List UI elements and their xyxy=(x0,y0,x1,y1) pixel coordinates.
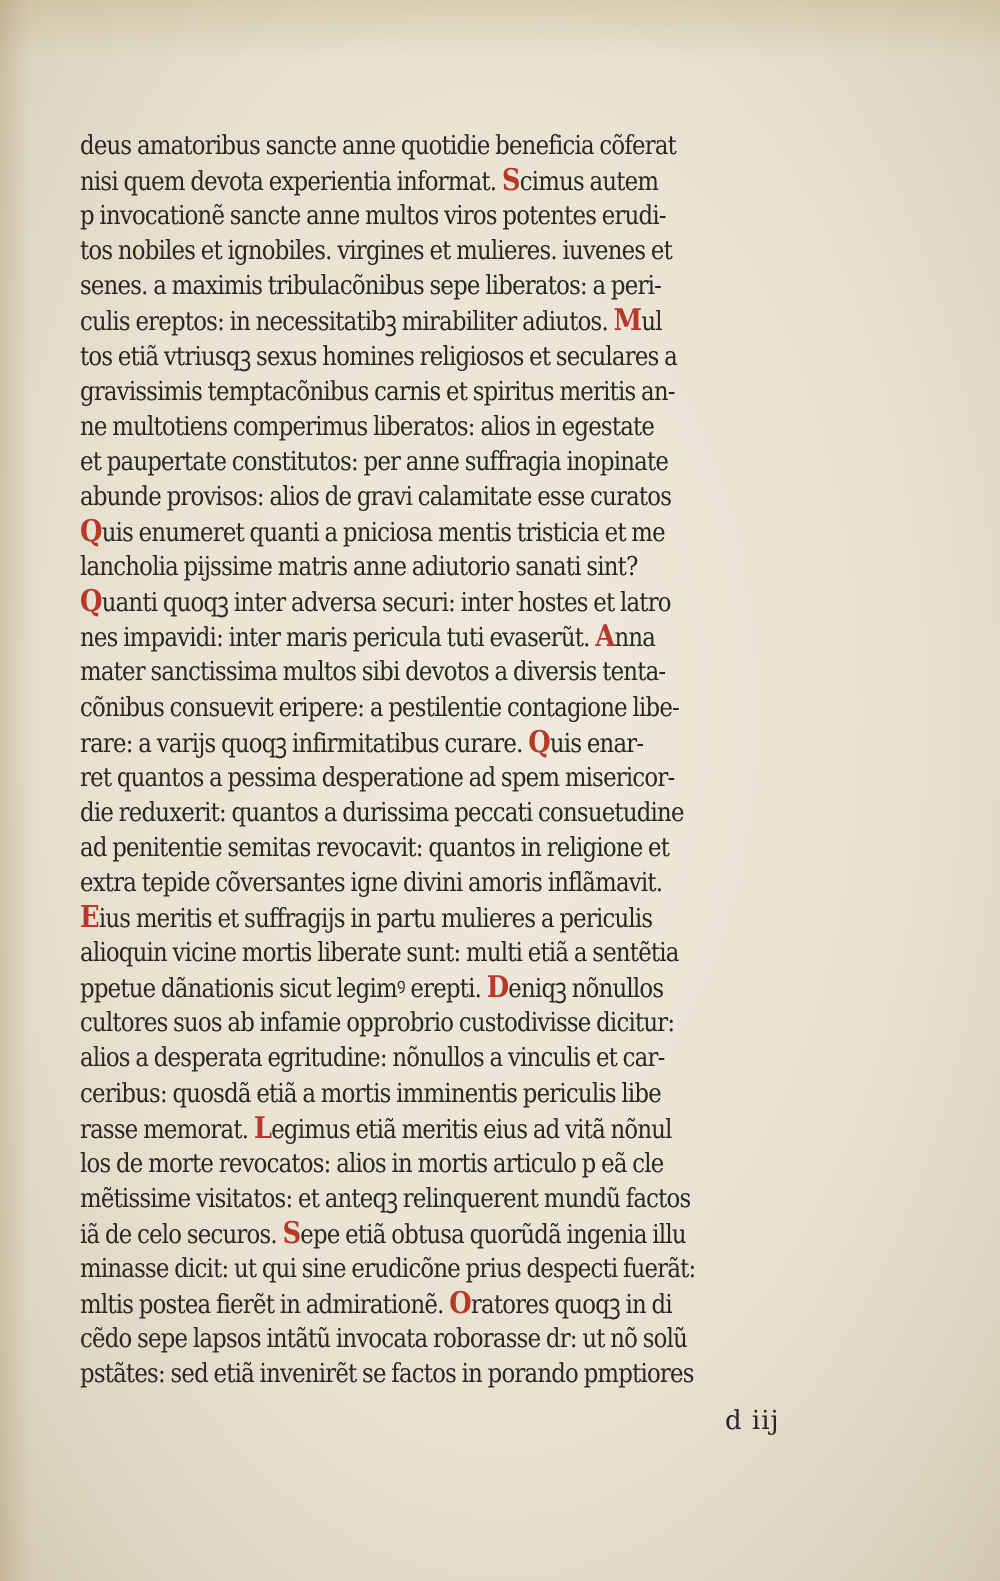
text-segment: ul xyxy=(641,306,662,338)
rubricated-initial: M xyxy=(613,303,642,339)
text-line xyxy=(80,1111,734,1146)
text-line xyxy=(80,303,734,338)
text-line xyxy=(80,1040,734,1075)
text-line xyxy=(80,1321,734,1356)
text-line xyxy=(80,584,734,619)
text-segment: deus amatoribus sancte anne quotidie beneficia cõferat xyxy=(80,130,677,161)
rubricated-initial: O xyxy=(449,1286,471,1322)
text-segment: senes. a maximis tribulacõnibus sepe liberatos: a peri‑ xyxy=(80,270,662,302)
text-segment: die reduxerit: quantos a durissima peccati consuetudine xyxy=(80,796,684,828)
rubricated-initial: S xyxy=(282,1215,301,1251)
text-segment: ne multotiens comperimus liberatos: alios in egestate xyxy=(80,410,655,442)
text-segment: los de morte revocatos: alios in mortis articulo p eã cle xyxy=(80,1147,664,1179)
text-segment: et paupertate constitutos: per anne suffragia inopinate xyxy=(80,445,669,477)
text-segment: rare: a varijs quoqꝫ infirmitatibus curare. xyxy=(80,727,529,759)
text-line xyxy=(80,1356,734,1391)
text-segment: cõnibus consuevit eripere: a pestilentie contagione libe‑ xyxy=(80,691,679,723)
rubricated-initial: Q xyxy=(528,724,550,760)
rubricated-initial: Q xyxy=(80,584,102,620)
text-line xyxy=(80,690,734,725)
text-line xyxy=(80,549,734,584)
text-segment: iã de celo securos. xyxy=(80,1218,283,1250)
text-line xyxy=(80,1146,734,1181)
text-line xyxy=(80,128,734,163)
text-segment: p invocationẽ sancte anne multos viros potentes erudi‑ xyxy=(80,200,666,232)
rubricated-initial: S xyxy=(501,163,520,199)
text-segment: uanti quoqꝫ inter adversa securi: inter hostes et latro xyxy=(101,587,671,619)
page-signature: d iij xyxy=(725,1406,780,1436)
text-segment: cẽdo sepe lapsos intãtũ invocata roborasse dr: ut nõ solũ xyxy=(80,1323,688,1355)
text-line xyxy=(80,1286,734,1321)
rubricated-initial: D xyxy=(486,970,509,1006)
page-stain-top xyxy=(0,0,1000,60)
text-segment: nisi quem devota experientia informat. xyxy=(80,166,502,198)
text-segment: uis enar‑ xyxy=(549,727,644,759)
page-stain-left xyxy=(0,0,30,1581)
text-segment: abunde provisos: alios de gravi calamitate esse curatos xyxy=(80,480,672,512)
text-line xyxy=(80,654,734,689)
text-line xyxy=(80,865,734,900)
text-block xyxy=(80,128,734,1391)
text-segment: cimus autem xyxy=(519,166,659,198)
rubricated-initial: Q xyxy=(80,514,102,550)
text-line xyxy=(80,479,734,514)
text-line xyxy=(80,339,734,374)
rubricated-initial: L xyxy=(253,1110,272,1146)
text-line xyxy=(80,830,734,865)
text-segment: alioquin vicine mortis liberate sunt: multi etiã a sentẽtia xyxy=(80,937,679,969)
text-line xyxy=(80,1076,734,1111)
text-segment: minasse dicit: ut qui sine erudicõne prius despecti fuerãt: xyxy=(80,1253,696,1284)
text-line xyxy=(80,619,734,654)
text-segment: ad penitentie semitas revocavit: quantos in religione et xyxy=(80,831,670,863)
text-line xyxy=(80,1181,734,1216)
text-line xyxy=(80,1251,734,1286)
text-line xyxy=(80,1005,734,1040)
text-line xyxy=(80,163,734,198)
rubricated-initial: E xyxy=(80,900,99,936)
rubricated-initial: A xyxy=(595,619,615,655)
text-line xyxy=(80,374,734,409)
text-line xyxy=(80,1216,734,1251)
text-segment: eniqꝫ nõnullos xyxy=(508,973,664,1005)
text-segment: extra tepide cõversantes igne divini amoris inflãmavit. xyxy=(80,866,663,898)
text-segment: ret quantos a pessima desperatione ad spem misericor‑ xyxy=(80,761,675,793)
text-line xyxy=(80,514,734,549)
text-line xyxy=(80,795,734,830)
text-segment: egimus etiã meritis eius ad vitã nõnul xyxy=(271,1113,672,1145)
text-segment: culis ereptos: in necessitatibꝫ mirabiliter adiutos. xyxy=(80,306,614,338)
text-segment: ius meritis et suffragijs in partu mulieres a periculis xyxy=(98,903,653,935)
text-segment: cultores suos ab infamie opprobrio custodivisse dicitur: xyxy=(80,1007,675,1039)
text-segment: ppetue dãnationis sicut legimꝰ erepti. xyxy=(80,973,487,1005)
text-line xyxy=(80,970,734,1005)
text-segment: mater sanctissima multos sibi devotos a diversis tenta‑ xyxy=(80,656,666,688)
text-segment: ratores quoqꝫ in di xyxy=(470,1289,672,1321)
text-line xyxy=(80,198,734,233)
text-segment: ceribus: quosdã etiã a mortis imminentis periculis libe xyxy=(80,1077,661,1109)
text-segment: pstãtes: sed etiã invenirẽt se factos in porando pmptiores xyxy=(80,1358,694,1390)
text-line xyxy=(80,760,734,795)
text-line xyxy=(80,900,734,935)
text-segment: rasse memorat. xyxy=(80,1113,254,1145)
text-segment: tos nobiles et ignobiles. virgines et mulieres. iuvenes et xyxy=(80,235,672,267)
text-line xyxy=(80,444,734,479)
text-segment: nna xyxy=(614,622,656,654)
text-segment: uis enumeret quanti a pniciosa mentis tristicia et me xyxy=(101,517,665,549)
text-line xyxy=(80,725,734,760)
text-segment: alios a desperata egritudine: nõnullos a vinculis et car‑ xyxy=(80,1042,665,1074)
text-line xyxy=(80,233,734,268)
text-line xyxy=(80,409,734,444)
text-line xyxy=(80,935,734,970)
text-segment: gravissimis temptacõnibus carnis et spiritus meritis an‑ xyxy=(80,375,675,407)
text-line xyxy=(80,268,734,303)
text-segment: tos etiã vtriusqꝫ sexus homines religiosos et seculares a xyxy=(80,340,677,372)
text-segment: lancholia pijssime matris anne adiutorio sanati sint? xyxy=(80,551,638,583)
text-segment: mẽtissime visitatos: et anteqꝫ relinquerent mundũ factos xyxy=(80,1182,691,1214)
text-segment: epe etiã obtusa quorũdã ingenia illu xyxy=(300,1218,686,1250)
text-segment: nes impavidi: inter maris pericula tuti evaserũt. xyxy=(80,622,596,654)
text-segment: mltis postea fierẽt in admirationẽ. xyxy=(80,1289,450,1321)
